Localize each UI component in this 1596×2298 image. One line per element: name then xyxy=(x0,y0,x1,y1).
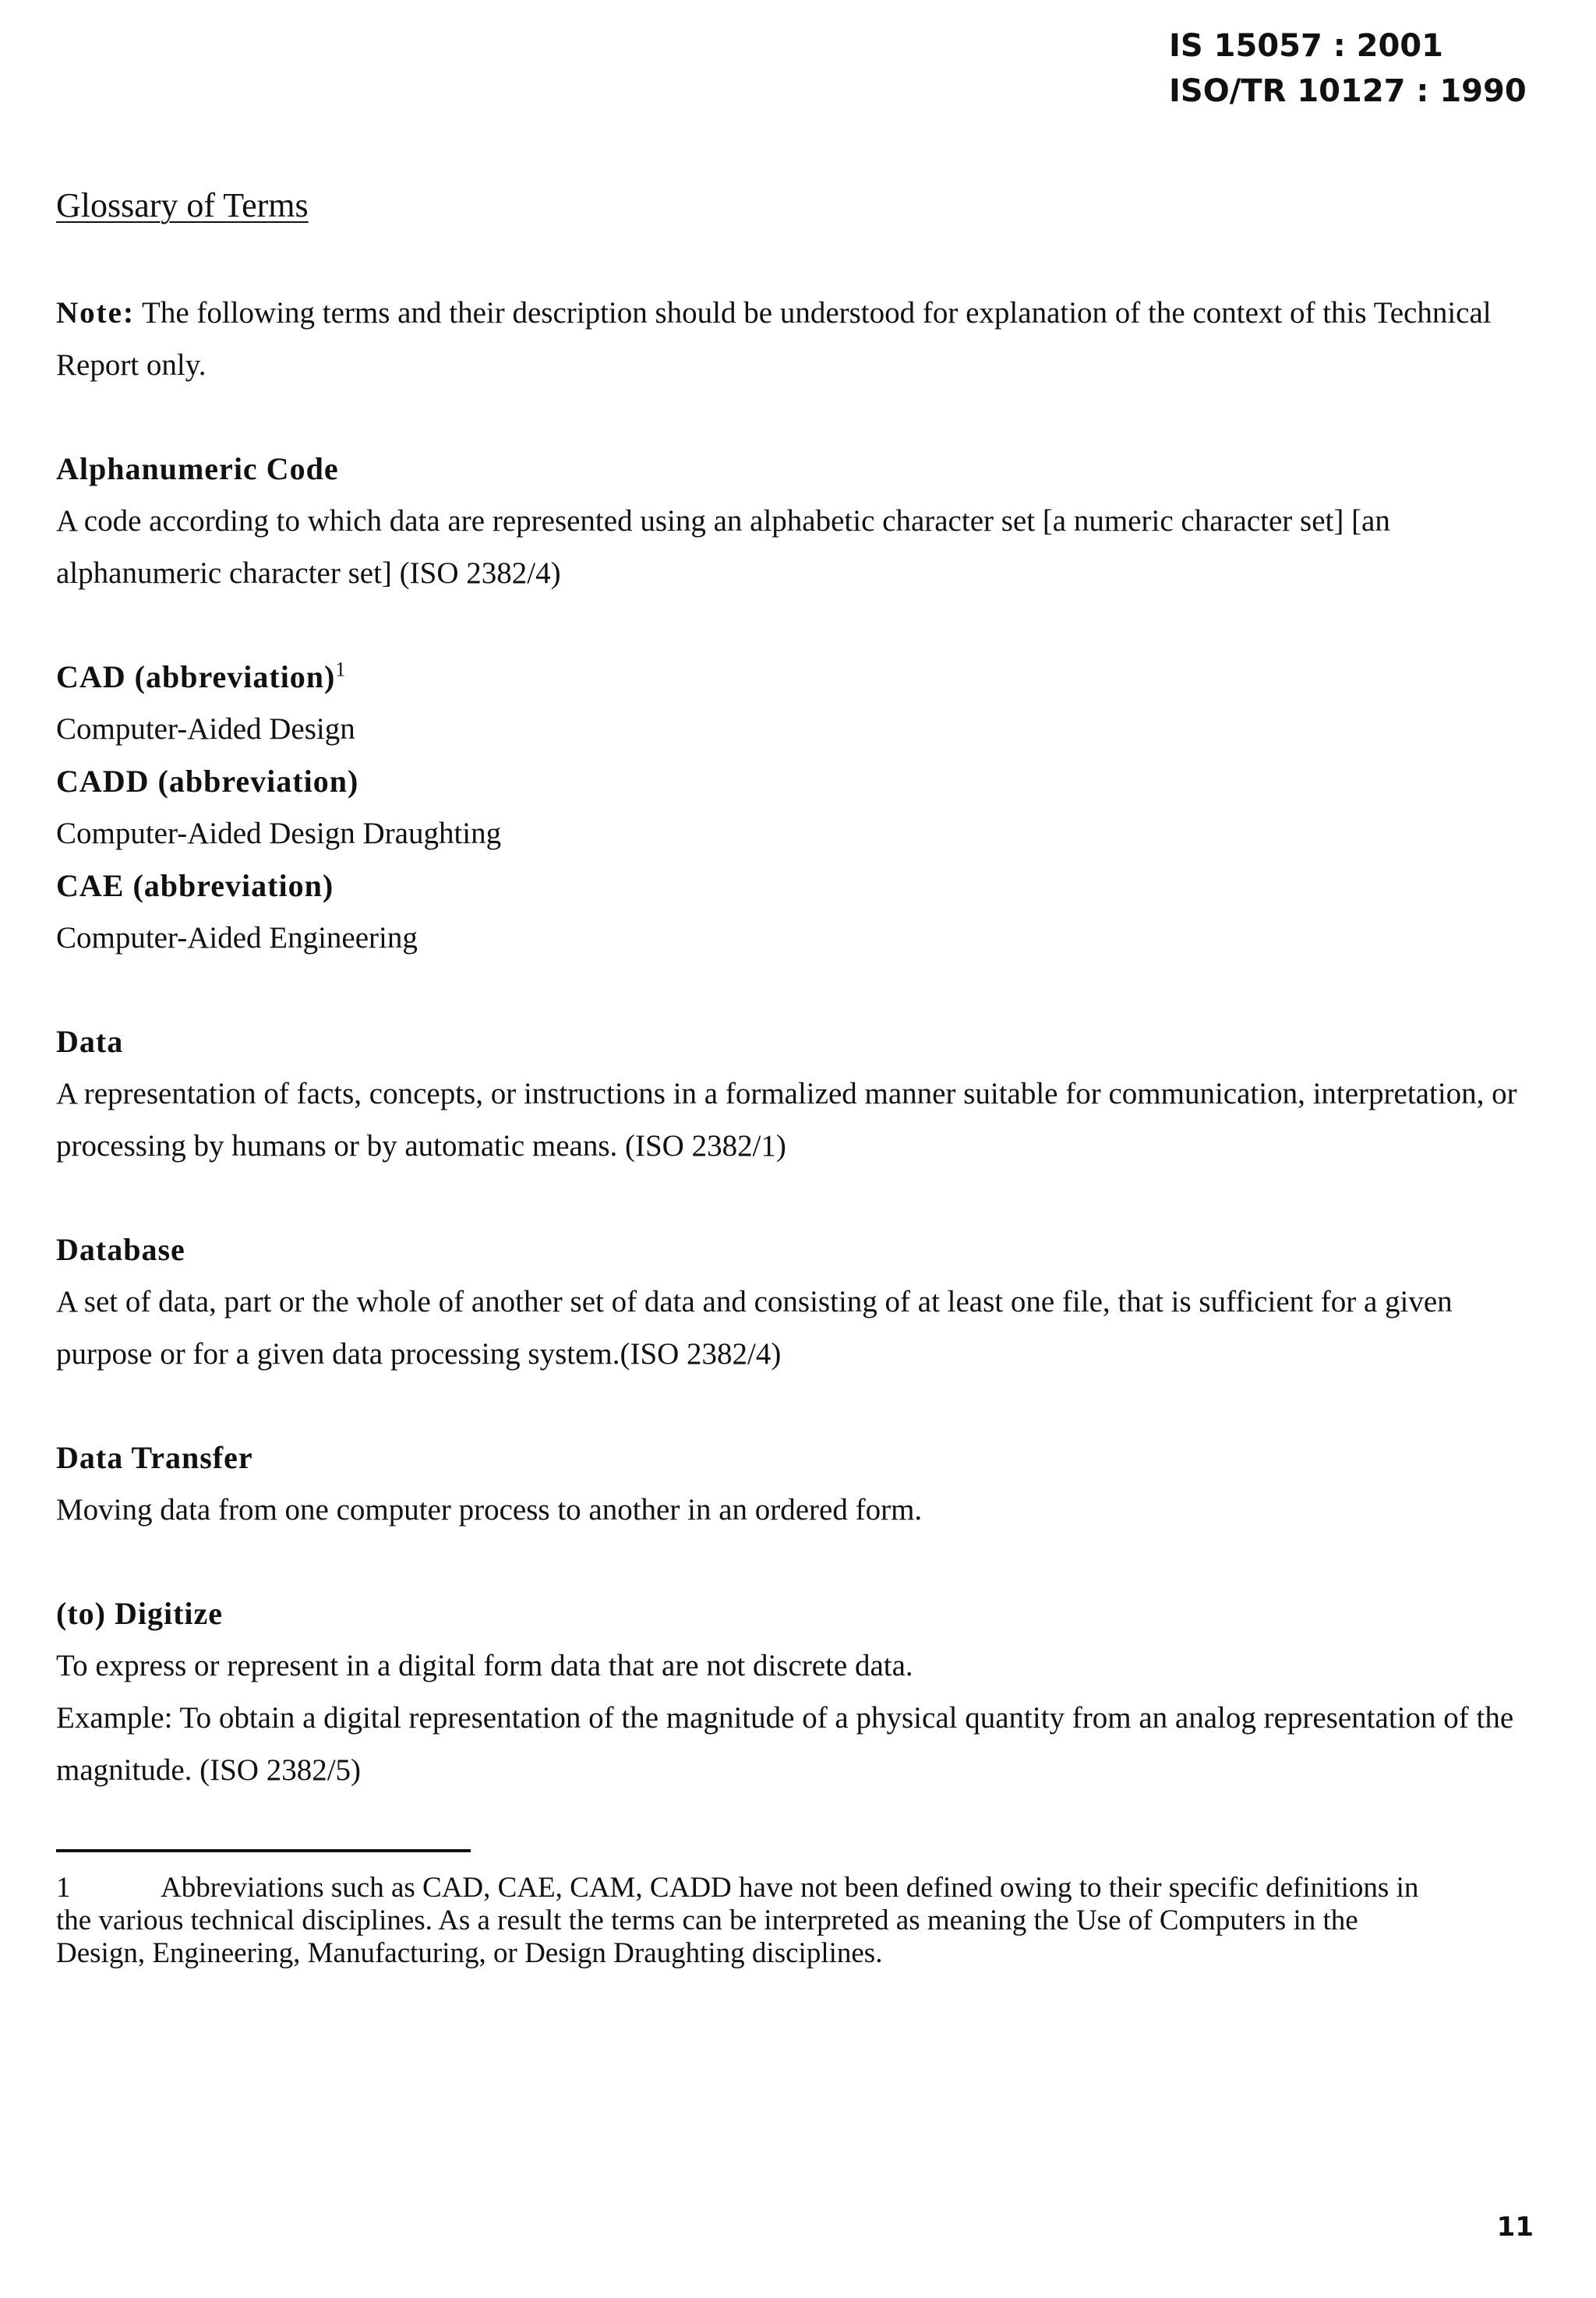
term-definition: A set of data, part or the whole of another set of data and consisting of at least one file, that is sufficient for a given purpose or for a given data processing system.(ISO 2382/4) xyxy=(56,1285,1453,1371)
note-paragraph xyxy=(56,287,1537,391)
glossary-content xyxy=(56,287,1537,1796)
term-definition: Computer-Aided Design Draughting xyxy=(56,817,502,850)
header-standard-number: IS 15057 : 2001 xyxy=(1169,28,1443,64)
term-title: Database xyxy=(56,1232,185,1267)
glossary-entry-cad xyxy=(56,651,1537,755)
glossary-entry-data xyxy=(56,1015,1537,1172)
term-definition: Computer-Aided Engineering xyxy=(56,921,418,955)
glossary-entry-alphanumeric-code xyxy=(56,443,1537,599)
glossary-entry-digitize xyxy=(56,1587,1537,1796)
term-title: (to) Digitize xyxy=(56,1596,224,1631)
term-title: CAE (abbreviation) xyxy=(56,868,334,903)
term-definition: Computer-Aided Design xyxy=(56,712,355,746)
term-definition: A representation of facts, concepts, or instructions in a formalized manner suitable for communication, interpretation, or processing by humans or by automatic means. (ISO 2382/1) xyxy=(56,1077,1517,1163)
term-title-with-footnote xyxy=(56,651,1537,703)
document-header xyxy=(1169,23,1535,114)
footnote xyxy=(56,1872,1428,1970)
glossary-entry-cae xyxy=(56,860,1537,964)
page-number: 11 xyxy=(1496,2212,1534,2243)
footnote-number: 1 xyxy=(56,1872,71,1904)
page-title: Glossary of Terms xyxy=(56,186,309,224)
term-definition: To express or represent in a digital form data that are not discrete data. xyxy=(56,1649,913,1682)
glossary-entry-database xyxy=(56,1223,1537,1380)
term-title: Alphanumeric Code xyxy=(56,451,339,486)
glossary-entry-data-transfer xyxy=(56,1431,1537,1536)
term-example: Example: To obtain a digital representation of the magnitude of a physical quantity from an analog representation of the magnitude. (ISO 2382/5) xyxy=(56,1701,1514,1787)
term-title: Data Transfer xyxy=(56,1440,253,1475)
footnote-divider xyxy=(56,1849,471,1852)
term-definition: A code according to which data are represented using an alphabetic character set [a numeric character set] [an alphanumeric character set] (ISO 2382/4) xyxy=(56,504,1390,590)
footnote-text: Abbreviations such as CAD, CAE, CAM, CADD have not been defined owing to their specific definitions in the various technical disciplines. As a result the terms can be interpreted as meaning the Use of Computers in the Design, Engineering, Manufacturing, or Design Draughting disciplines. xyxy=(56,1872,1419,1969)
footnote-reference: 1 xyxy=(335,658,347,681)
term-title: CAD (abbreviation) xyxy=(56,659,336,694)
term-definition: Moving data from one computer process to another in an ordered form. xyxy=(56,1493,923,1527)
note-label: Note: xyxy=(56,296,135,330)
term-title: Data xyxy=(56,1024,124,1059)
term-title: CADD (abbreviation) xyxy=(56,764,359,799)
header-tr-number: ISO/TR 10127 : 1990 xyxy=(1169,73,1527,109)
note-text: The following terms and their description should be understood for explanation of the context of this Technical Report only. xyxy=(56,296,1492,382)
glossary-entry-cadd xyxy=(56,755,1537,860)
